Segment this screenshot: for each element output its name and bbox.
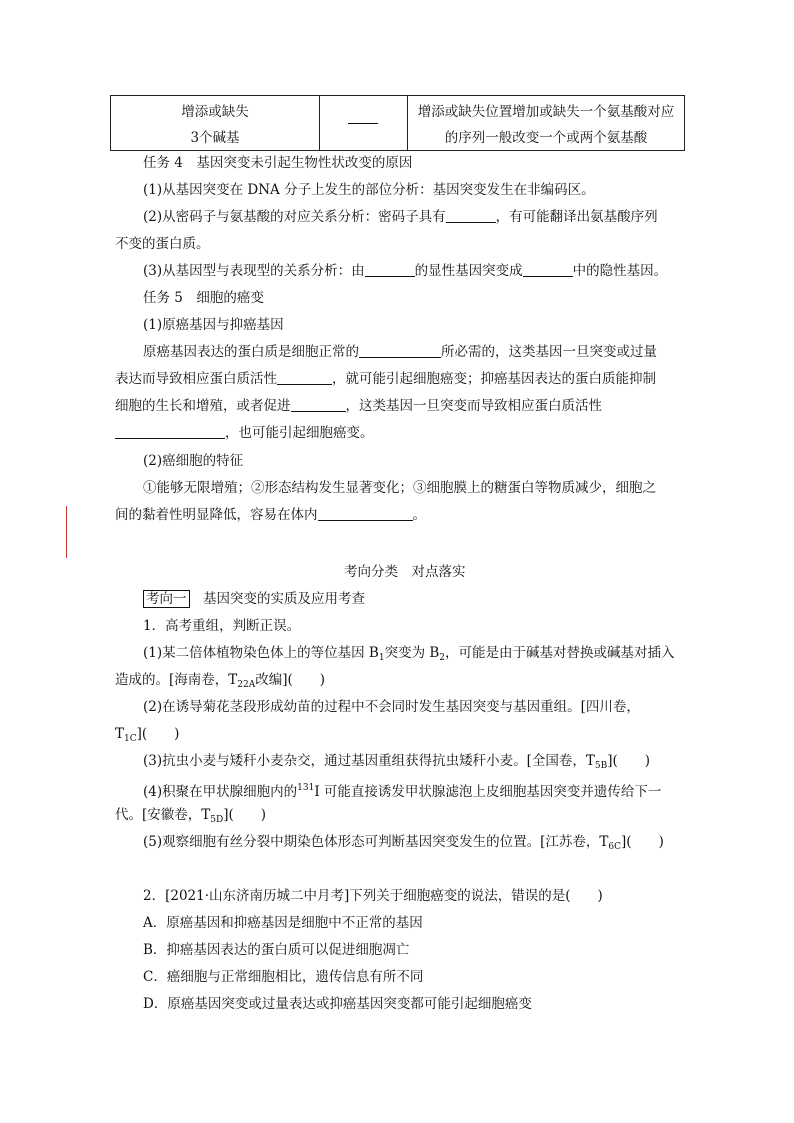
task5-features: ①能够无限增殖；②形态结构发生显著变化；③细胞膜上的糖蛋白等物质减少，细胞之 [143,480,656,496]
answer-blank[interactable] [446,208,496,223]
table-cell-effect [408,96,684,150]
table-cell-type [111,96,320,150]
q1-stem: 1．高考重组，判断正误。 [143,618,301,634]
text: 表达而导致相应蛋白质活性 [115,371,277,387]
superscript: 131 [297,783,315,793]
text: ]( ) [136,726,180,742]
task4-item3 [143,262,667,280]
table-cell-text: 增添或缺失位置增加或缺失一个氨基酸对应 [417,104,675,120]
text: ，可能是由于碱基对替换或碱基对插入 [445,645,675,661]
task5-title: 任务 5 细胞的癌变 [143,290,264,306]
q1-s1 [143,644,675,667]
text: ，也可能引起细胞癌变。 [225,425,374,441]
task5-para-line [115,424,374,442]
text: 的显性基因突变成 [414,263,523,279]
text: 间的黏着性明显降低，容易在体内 [115,507,318,523]
task4-item1: (1)从基因突变在 DNA 分子上发生的部位分析：基因突变发生在非编码区。 [143,182,595,198]
q2-option-d[interactable]: D．原癌基因突变或过量表达或抑癌基因突变都可能引起细胞癌变 [143,996,532,1012]
answer-blank[interactable] [291,397,346,412]
mutation-table [110,95,685,151]
text: 所必需的，这类基因一旦突变或过量 [441,344,657,360]
table-cell-text: 3个碱基 [190,130,240,146]
q1-s3 [143,752,650,775]
answer-blank[interactable] [523,262,573,277]
subscript: 5D [210,815,224,825]
text: (1)某二倍体植物染色体上的等位基因 B [143,645,379,661]
text: 中的隐性基因。 [572,263,668,279]
task5-sub2: (2)癌细胞的特征 [143,453,244,469]
q2-stem: 2．[2021·山东济南历城二中月考]下列关于细胞癌变的说法，错误的是( ) [143,888,603,904]
text: (3)抗虫小麦与矮秆小麦杂交，通过基因重组获得抗虫矮秆小麦。[全国卷，T [143,753,595,769]
q1-s4-cont [115,806,266,829]
q2-option-a[interactable]: A．原癌基因和抑癌基因是细胞中不正常的基因 [143,915,423,931]
text: ，就可能引起细胞癌变；抑癌基因表达的蛋白质能抑制 [332,371,656,387]
q1-s1-cont [115,671,325,694]
q1-s2-cont [115,725,179,748]
task5-para-line [115,370,656,388]
subscript: 5B [594,761,608,771]
text: T [115,726,125,742]
q1-s5 [143,833,664,856]
text: 突变为 B [384,645,440,661]
q2-option-c[interactable]: C．癌细胞与正常细胞相比，遗传信息有所不同 [143,969,424,985]
q2-option-b[interactable]: B．抑癌基因表达的蛋白质可以促进细胞凋亡 [143,942,410,958]
text: 原癌基因表达的蛋白质是细胞正常的 [143,344,359,360]
task4-item2-cont: 不变的蛋白质。 [115,236,210,252]
q1-s4 [143,779,661,801]
task5-para-line [143,343,657,361]
section-tag: 考向一 [143,590,190,608]
table-cell-text: 的序列一般改变一个或两个氨基酸 [444,130,648,146]
text: ]( ) [223,807,267,823]
text: 造成的。[海南卷，T [115,672,238,688]
text: I 可能直接诱发甲状腺滤泡上皮细胞基因突变并遗传给下一 [314,784,662,800]
text: (3)从基因型与表现型的关系分析：由 [143,263,365,279]
text: ]( ) [621,834,664,850]
subscript: 1 [378,653,385,663]
text: ]( ) [607,753,651,769]
task5-features-cont [115,506,426,524]
answer-blank[interactable] [318,506,413,521]
text: 。 [412,507,426,523]
text: (4)积聚在甲状腺细胞内的 [143,784,298,800]
text: ，这类基因一旦突变而导致相应蛋白质活性 [345,398,602,414]
dash-mark [348,123,378,124]
section-title: 考向分类 对点落实 [344,564,466,580]
text: 细胞的生长和增殖，或者促进 [115,398,291,414]
table-cell-empty [320,96,408,150]
task4-title: 任务 4 基因突变未引起生物性状改变的原因 [143,155,413,171]
table-cell-text: 增添或缺失 [181,104,249,120]
answer-blank[interactable] [277,370,332,385]
text: (2)从密码子与氨基酸的对应关系分析：密码子具有 [143,209,446,225]
answer-blank[interactable] [365,262,415,277]
q1-s2: (2)在诱导菊花茎段形成幼苗的过程中不会同时发生基因突变与基因重组。[四川卷， [143,699,640,715]
section-subtitle-line [143,590,365,608]
text: (5)观察细胞有丝分裂中期染色体形态可判断基因突变发生的位置。[江苏卷，T [143,834,609,850]
subscript: 2 [439,653,446,663]
task5-para-line [115,397,602,415]
answer-blank[interactable] [115,424,225,439]
section-subtitle: 基因突变的实质及应用考查 [203,591,365,607]
text: 代。[安徽卷，T [115,807,211,823]
text: ，有可能翻译出氨基酸序列 [495,209,658,225]
answer-blank[interactable] [359,343,441,358]
subscript: 1C [124,734,137,744]
margin-mark [66,506,67,558]
task4-item2 [143,208,658,226]
subscript: 6C [608,842,622,852]
subscript: 22A [237,680,256,690]
task5-sub1: (1)原癌基因与抑癌基因 [143,317,284,333]
text: 改编]( ) [255,672,326,688]
